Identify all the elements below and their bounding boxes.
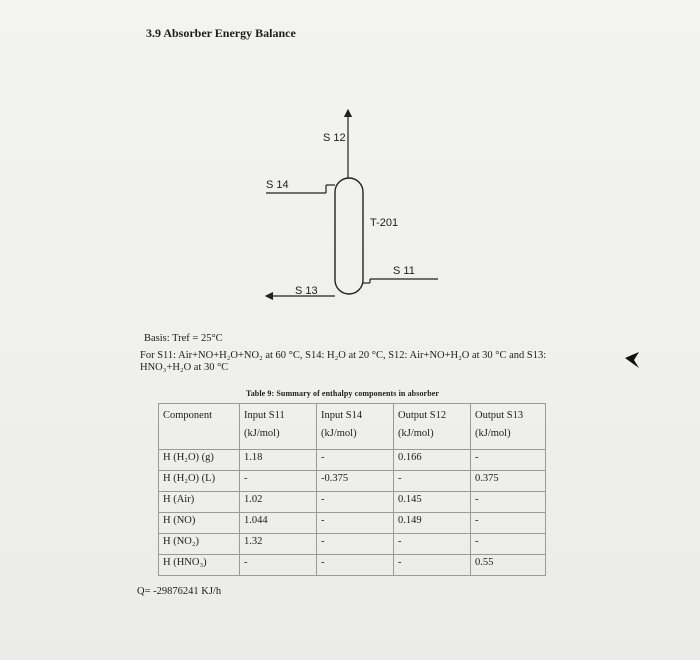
table-row (159, 450, 546, 471)
value-cell: 0.375 (471, 471, 546, 492)
value-cell: 1.044 (240, 513, 317, 534)
value-cell: 0.145 (394, 492, 471, 513)
enthalpy-summary-table (158, 403, 546, 576)
value-cell: 1.32 (240, 534, 317, 555)
component-cell: H (H₂O) (g) (159, 450, 240, 471)
value-cell: - (317, 513, 394, 534)
table-row (159, 513, 546, 534)
value-cell: - (317, 450, 394, 471)
value-cell: - (317, 492, 394, 513)
value-cell: - (317, 534, 394, 555)
table-row (159, 534, 546, 555)
value-cell: - (317, 555, 394, 576)
header-component (159, 404, 240, 450)
value-cell: 0.149 (394, 513, 471, 534)
value-cell: - (394, 534, 471, 555)
component-cell: H (NO₂) (159, 534, 240, 555)
value-cell: - (394, 555, 471, 576)
stream-label-s13: S 13 (295, 285, 318, 297)
table-row (159, 471, 546, 492)
value-cell: - (471, 513, 546, 534)
unit-label-t201: T-201 (370, 217, 399, 229)
value-cell: - (240, 555, 317, 576)
stream-label-s12: S 12 (323, 132, 346, 144)
component-cell: H (H₂O) (L) (159, 471, 240, 492)
section-title: 3.9 Absorber Energy Balance (146, 26, 296, 40)
value-cell: - (240, 471, 317, 492)
stream-label-s11: S 11 (393, 265, 415, 277)
value-cell: 0.55 (471, 555, 546, 576)
value-cell: 1.02 (240, 492, 317, 513)
header-input-s14 (317, 404, 394, 450)
heat-duty-result: Q= -29876241 KJ/h (137, 586, 222, 597)
value-cell: 0.166 (394, 450, 471, 471)
mouse-pointer-icon (624, 351, 640, 369)
stream-description (140, 350, 600, 374)
description-line-2: HNO₃+H₂O at 30 °C (140, 362, 229, 373)
component-cell: H (NO) (159, 513, 240, 534)
table-body (159, 450, 546, 576)
header-cell-text: Input S11 (kJ/mol) (244, 410, 285, 439)
basis-line: Basis: Tref = 25°C (144, 333, 223, 344)
header-output-s12 (394, 404, 471, 450)
component-cell: H (Air) (159, 492, 240, 513)
description-line-1: For S11: Air+NO+H₂O+NO₂ at 60 °C, S14: H₂O at 20 °C, S12: Air+NO+H₂O at 30 °C and S13: (140, 350, 547, 361)
value-cell: - (471, 450, 546, 471)
table-caption: Table 9: Summary of enthalpy components in absorber (246, 389, 440, 398)
table-row (159, 492, 546, 513)
component-cell: H (HNO₃) (159, 555, 240, 576)
value-cell: -0.375 (317, 471, 394, 492)
header-input-s11 (240, 404, 317, 450)
value-cell: 1.18 (240, 450, 317, 471)
header-cell-text: Output S13 (kJ/mol) (475, 410, 524, 439)
value-cell: - (394, 471, 471, 492)
stream-label-s14: S 14 (266, 179, 289, 191)
value-cell: - (471, 534, 546, 555)
absorber-column (335, 178, 363, 294)
header-cell-text: Component (163, 410, 212, 421)
header-output-s13 (471, 404, 546, 450)
table-header-row (159, 404, 546, 450)
value-cell: - (471, 492, 546, 513)
table-row (159, 555, 546, 576)
header-cell-text: Input S14 (kJ/mol) (321, 410, 363, 439)
header-cell-text: Output S12 (kJ/mol) (398, 410, 447, 439)
